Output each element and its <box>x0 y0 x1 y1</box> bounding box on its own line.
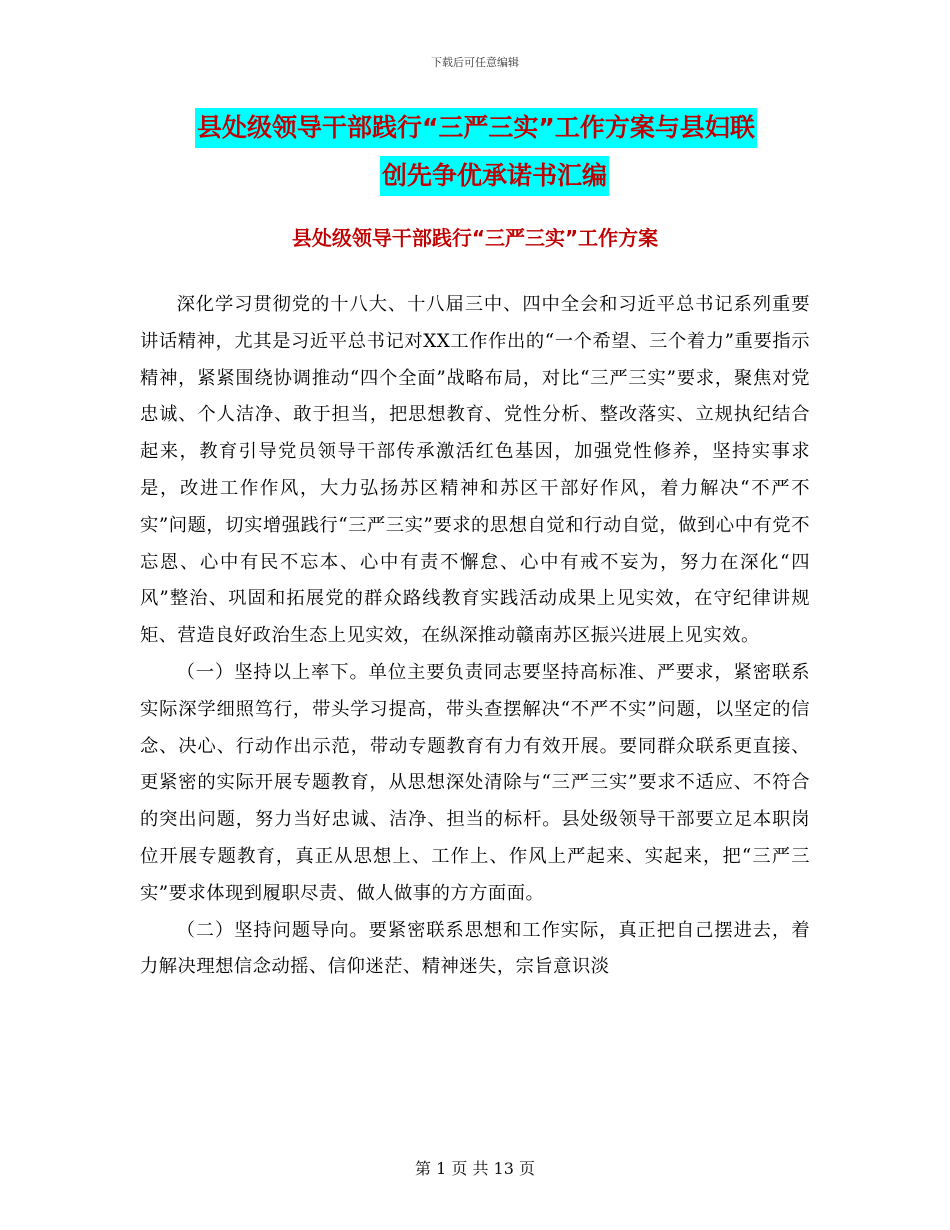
page-header-note: 下载后可任意编辑 <box>431 56 519 69</box>
body-text <box>140 287 810 986</box>
document-title-line-2: 创先争优承诺书汇编 <box>380 156 609 196</box>
paragraph-item-2: （二）坚持问题导向。要紧密联系思想和工作实际，真正把自己摆进去，着力解决理想信念动摇、信仰迷茫、精神迷失，宗旨意识淡 <box>140 919 810 978</box>
paragraph-intro: 深化学习贯彻党的十八大、十八届三中、四中全会和习近平总书记系列重要讲话精神，尤其是习近平总书记对XX工作作出的“一个希望、三个着力”重要指示精神，紧紧围绕协调推动“四个全面”战略布局，对比“三严三实”要求，聚焦对党忠诚、个人洁净、敢于担当，把思想教育、党性分析、整改落实、立规执纪结合起来，教育引导党员领导干部传承激活红色基因，加强党性修养，坚持实事求是，改进工作作风，大力弘扬苏区精神和苏区干部好作风，着力解决“不严不实”问题，切实增强践行“三严三实”要求的思想自觉和行动自觉，做到心中有党不忘恩、心中有民不忘本、心中有责不懈怠、心中有戒不妄为，努力在深化“四风”整治、巩固和拓展党的群众路线教育实践活动成果上见实效，在守纪律讲规矩、营造良好政治生态上见实效，在纵深推动赣南苏区振兴进展上见实效。 <box>140 294 810 647</box>
paragraph-item-1: （一）坚持以上率下。单位主要负责同志要坚持高标准、严要求，紧密联系实际深学细照笃行，带头学习提高，带头查摆解决“不严不实”问题，以坚定的信念、决心、行动作出示范，带动专题教育有力有效开展。要同群众联系更直接、更紧密的实际开展专题教育，从思想深处清除与“三严三实”要求不适应、不符合的突出问题，努力当好忠诚、洁净、担当的标杆。县处级领导干部要立足本职岗位开展专题教育，真正从思想上、工作上、作风上严起来、实起来，把“三严三实”要求体现到履职尽责、做人做事的方方面面。 <box>140 661 810 904</box>
document-title-line-1: 县处级领导干部践行“三严三实”工作方案与县妇联 <box>195 108 757 148</box>
page-number: 第 1 页 共 13 页 <box>415 1159 535 1178</box>
section-title: 县处级领导干部践行“三严三实”工作方案 <box>291 226 659 250</box>
